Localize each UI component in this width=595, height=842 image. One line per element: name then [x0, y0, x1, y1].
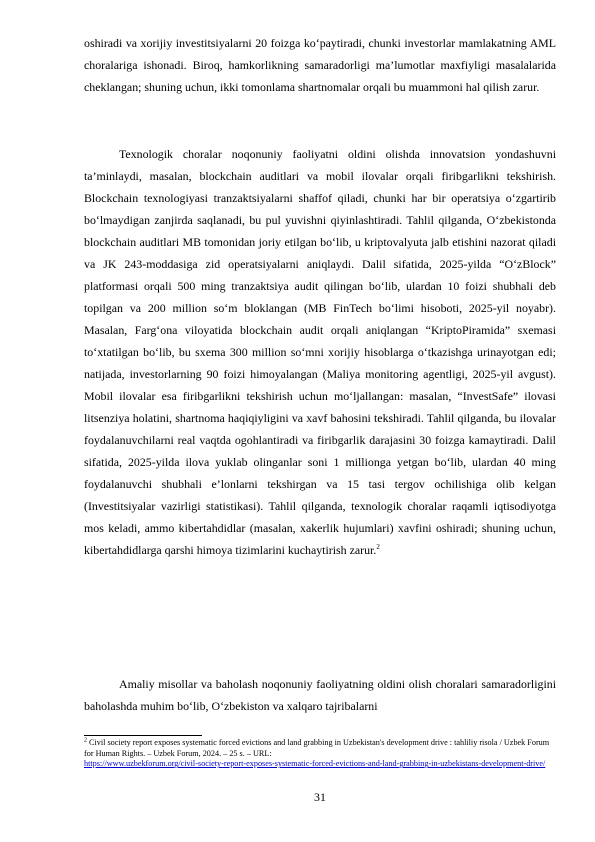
- footnote-text: Civil society report exposes systematic forced evictions and land grabbing in Uzbekistan's development drive : tahliliy risola / Uzbek Forum for Human Rights. – Uzbek Forum, 2024. – 25 s. – URL:: [84, 738, 550, 758]
- body-paragraph-2-text: Texnologik choralar noqonuniy faoliyatni oldini olishda innovatsion yondashuvni ta’minlaydi, masalan, blockchain auditlari va mobil ilovalar orqali firibgarlikni tekshirish. Blockchain texnologiyasi tranzaktsiyalarni shaffof qiladi, chunki har bir operatsiya o‘zgartirib bo‘lmaydigan zanjirda saqlanadi, bu pul yuvishni qiyinlashtiradi. Tahlil qilganda, O‘zbekistonda blockchain auditlari MB tomonidan joriy etilgan bo‘lib, u kriptovalyuta jalb etishini nazorat qiladi va JK 243-moddasiga zid operatsiyalarni aniqlaydi. Dalil sifatida, 2025-yilda “O‘zBlock” platformasi orqali 500 ming tranzaktsiya audit qilingan bo‘lib, ulardan 10 foizi shubhali deb topilgan va 200 million so‘m bloklangan (MB FinTech bo‘limi hisoboti, 2025-yil noyabr). Masalan, Farg‘ona viloyatida blockchain audit orqali aniqlangan “KriptoPiramida” sxemasi to‘xtatilgan bo‘lib, bu sxema 300 million so‘mni xorijiy hisoblarga o‘tkazishga urinayotgan edi; natijada, investorlarning 90 foizi himoyalangan (Maliya monitoring agentligi, 2025-yil avgust). Mobil ilovalar esa firibgarlikni tekshirish uchun mo‘ljallangan: masalan, “InvestSafe” ilovasi litsenziya holatini, shartnoma haqiqiyligini va xavf bahosini tekshiradi. Tahlil qilganda, bu ilovalar foydalanuvchilarni real vaqtda ogohlantiradi va firibgarlik darajasini 30 foizga kamaytiradi. Dalil sifatida, 2025-yilda ilova yuklab olinganlar soni 1 millionga yetgan bo‘lib, ulardan 40 ming foydalanuvchi shubhali e’lonlarni tekshirgan va 15 tasi tergov ochilishiga olib kelgan (Investitsiyalar vazirligi statistikasi). Tahlil qilganda, texnologik choralar raqamli iqtisodiyotga mos keladi, ammo kibertahdidlar (masalan, xakerlik hujumlari) xavfini oshiradi; shuning uchun, kibertahdidlarga qarshi himoya tizimlarini kuchaytirish zarur.: [84, 146, 556, 558]
- footnote-divider: [84, 735, 202, 736]
- footnote-number: 2: [84, 737, 87, 744]
- body-paragraph-3: Amaliy misollar va baholash noqonuniy faoliyatning oldini olish choralari samaradorligini baholashda muhim bo‘lib, O‘zbekiston va xalqaro tajribalarni: [84, 677, 556, 714]
- page-number: 31: [314, 790, 326, 804]
- footnote: [84, 738, 556, 770]
- body-paragraph-1: oshiradi va xorijiy investitsiyalarni 20 foizga ko‘paytiradi, chunki investorlar mamlakatning AML choralariga ishonadi. Biroq, hamkorlikning samaradorligi ma’lumotlar maxfiyligi masalalarida cheklangan; shuning uchun, ikki tomonlama shartnomalar orqali bu muammoni hal qilish zarur.: [84, 36, 556, 95]
- footnote-reference[interactable]: 2: [376, 543, 380, 552]
- body-paragraph-2: [84, 143, 556, 562]
- footnote-link[interactable]: https://www.uzbekforum.org/civil-society-report-exposes-systematic-forced-evictions-and-land-grabbing-in-uzbekistans-development-drive/: [84, 759, 546, 769]
